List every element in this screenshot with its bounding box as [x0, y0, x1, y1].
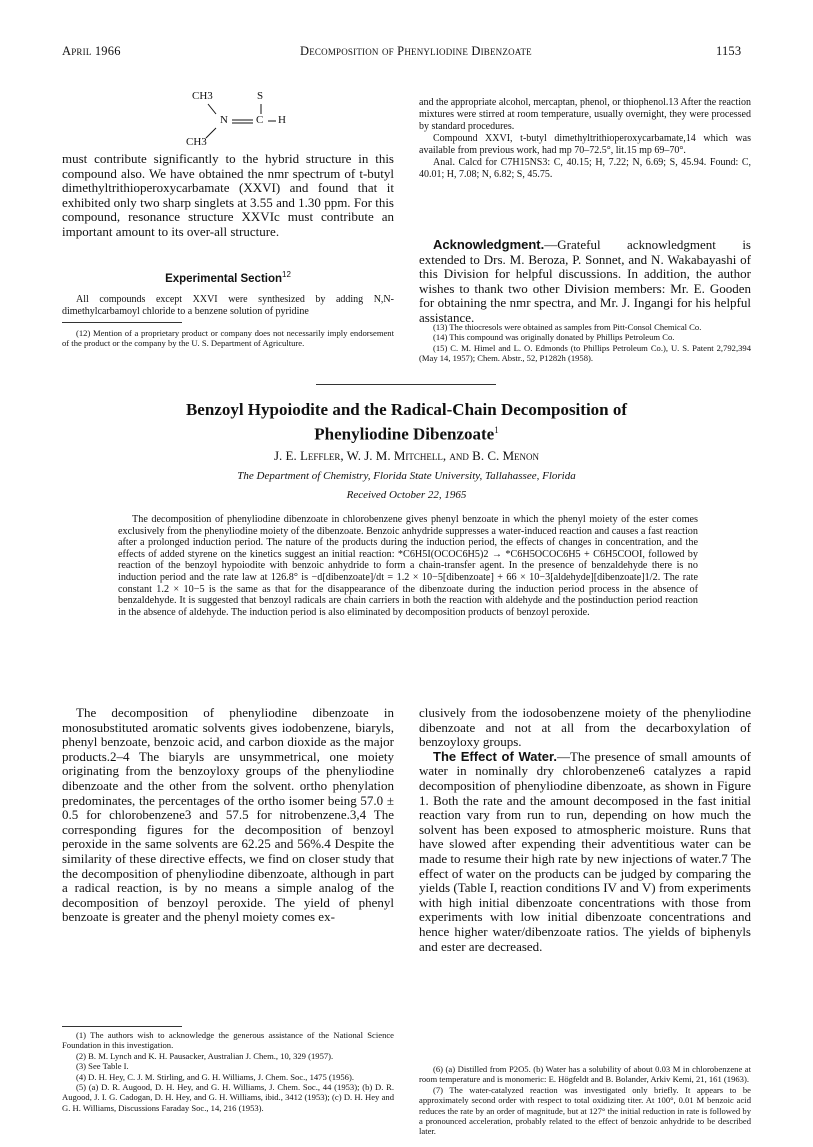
introduction-paragraph: The decomposition of phenyliodine dibenzoate in monosubstituted aromatic solvents gives iodobenzene, biaryls, phenyl benzoate, benzoic acid, and carbon dioxide as the major products.2–4 The biaryls are unsymmetrical, one moiety originating from the benzoyloxy groups of the phenyliodine dibenzoate and the other from the solvent. ortho phenylation predominates, the percentages of the ortho isomer being 57.0 ± 0.5 for chlorobenzene3 and 57.5 for nitrobenzene.3,4 The corresponding figures for the decomposition of benzoyl peroxide in the same solvents are 62.25 and 56%.4 Despite the similarity of these directive effects, we find on closer study that the decomposition of phenyliodine dibenzoate, although in part a radical reaction, is by no means a simple analog of the decomposition of benzoyl peroxide. The yield of phenyl benzoate is greater and the phenyl moiety comes ex- [62, 705, 394, 925]
experimental-heading: Experimental Section [165, 272, 283, 285]
footnote-1: (1) The authors wish to acknowledge the generous assistance of the National Science Foundation in this investigation. [62, 1030, 394, 1051]
structure-bonds [150, 90, 320, 148]
experimental-text: All compounds except XXVI were synthesized by adding N,N-dimethylcarbamoyl chloride to a benzene solution of pyridine [62, 294, 394, 317]
continuation-paragraph: clusively from the iodosobenzene moiety of the phenyliodine dibenzoate and not at all from the decarboxylation of benzoyloxy groups. [419, 705, 751, 750]
structure-n-atom: N [220, 114, 228, 126]
acknowledgment-paragraph [419, 238, 751, 326]
article-authors: J. E. Leffler, W. J. M. Mitchell, and B. C. Menon [273, 448, 540, 463]
left-footnotes-bottom [62, 1030, 394, 1113]
footnote-12: (12) Mention of a proprietary product or company does not necessarily imply endorsement of the product or the company by the U. S. Department of Agriculture. [62, 328, 394, 349]
structure-h-atom: H [278, 114, 286, 126]
water-effect-label: The Effect of Water. [433, 748, 557, 764]
acknowledgment-label: Acknowledgment. [433, 237, 545, 252]
footnote-4: (4) D. H. Hey, C. J. M. Stirling, and G. H. Williams, J. Chem. Soc., 1475 (1956). [76, 1071, 354, 1082]
footnote-5: (5) (a) D. R. Augood, D. H. Hey, and G. H. Williams, J. Chem. Soc., 44 (1953); (b) D. R. Augood, J. I. G. Cadogan, D. H. Hey, and G. H. Williams, ibid., 3412 (1953); (c) D. H. Hey and G. H. Williams, Discussions Faraday Soc., 14, 216 (1953). [62, 1082, 394, 1113]
footnote-divider [62, 322, 182, 323]
article-title [90, 400, 723, 445]
structure-c-atom: C [256, 114, 264, 126]
article-title-line2: Phenyliodine Dibenzoate [314, 424, 495, 444]
structure-ch3-top: CH3 [192, 90, 213, 102]
article-affiliation: The Department of Chemistry, Florida State University, Tallahassee, Florida [237, 470, 576, 482]
footnote-7: (7) The water-catalyzed reaction was investigated only briefly. It appears to be approximately second order with respect to total oxidizing titer. At 100°, 0.01 M benzoic acid reduces the rate by an order of magnitude, but at 127° the initial reduction in rate is followed by a pronounced acceleration, probably related to the effect of benzoic anhydride to be described later. [419, 1084, 751, 1137]
article-received: Received October 22, 1965 [346, 489, 467, 501]
footnote-3: (3) See Table I. [76, 1061, 129, 1072]
hybrid-structure-paragraph: must contribute significantly to the hybrid structure in this compound also. We have obtained the nmr spectrum of t-butyl dimethyltrithioperoxycarbamate (XXVI) and found that it exhibited only two sharp singlets at 3.55 and 1.30 ppm. For this compound, resonance structure XXVIc must contribute an important amount to its over-all structure. [62, 151, 394, 239]
resonance-structure [150, 90, 320, 148]
footnote-divider-bottom [62, 1026, 182, 1027]
article-separator [316, 384, 496, 385]
structure-ch3-bottom: CH3 [186, 136, 207, 148]
footnote-6: (6) (a) Distilled from P2O5. (b) Water has a solubility of about 0.03 M in chlorobenzene at room temperature and is monomeric: E. Högfeldt and B. Bolander, Arkiv Kemi, 21, 161 (1963). [419, 1064, 751, 1085]
right-footnotes-bottom [419, 1064, 751, 1137]
left-column-top [62, 152, 394, 240]
footnote-2: (2) B. M. Lynch and K. H. Pausacker, Australian J. Chem., 10, 329 (1957). [76, 1050, 334, 1061]
procedure-paragraph: and the appropriate alcohol, mercaptan, phenol, or thiophenol.13 After the reaction mixtures were stirred at room temperature, usually overnight, they were processed by standard procedures. [419, 97, 751, 132]
header-date: April 1966 [62, 44, 121, 58]
right-column-bottom [419, 706, 751, 954]
running-title: Decomposition of Phenyliodine Dibenzoate [300, 44, 532, 58]
footnote-13: (13) The thiocresols were obtained as samples from Pitt-Consol Chemical Co. [433, 322, 702, 332]
page-number: 1153 [716, 44, 742, 58]
right-footnotes-top [419, 322, 751, 364]
article-abstract: The decomposition of phenyliodine dibenzoate in chlorobenzene gives phenyl benzoate in which the phenyl moiety of the ester comes exclusively from the phenyliodine moiety of the dibenzoate. Benzoic anhydride suppresses a water-induced reaction and causes a fast reaction after a prolonged induction period. The nature of the products during the induction period, the effects of changes in concentration, and the effects of added styrene on the kinetics suggest an initial reaction: *C6H5I(OCOC6H5)2 → *C6H5OCOC6H5 + C6H5COOI, followed by reaction of the benzoyl hypoiodite with benzoic anhydride to form a chain-transfer agent. In the presence of benzaldehyde there is no induction period and the rate law at 126.8° is −d[dibenzoate]/dt = 1.2 × 10−5[dibenzoate] + 66 × 10−3[aldehyde][dibenzoate]1/2. The rate constant 1.2 × 10−5 is the same as that for the disappearance of the dibenzoate during the induction period process in the absence of benzaldehyde. It is suggested that benzoyl radicals are chain carriers in both the reaction with aldehyde and the postinduction period reaction in the absence of aldehyde. The induction period is also eliminated by decomposition products of benzoyl peroxide. [118, 514, 698, 618]
article-title-sup: 1 [494, 425, 499, 435]
structure-s-atom: S [257, 90, 264, 102]
footnote-14: (14) This compound was originally donated by Phillips Petroleum Co. [433, 332, 675, 343]
footnote-15: (15) C. M. Himel and L. O. Edmonds (to Phillips Petroleum Co.), U. S. Patent 2,792,394 (May 14, 1957); Chem. Abstr., 52, P1282h (1958). [419, 342, 751, 364]
experimental-heading-wrap [62, 270, 394, 285]
acknowledgment-text: —Grateful acknowledgment is extended to Drs. M. Beroza, P. Sonnet, and N. Wakabayashi of this Division for helpful discussions. In addition, the author wishes to thank two other Division members: Mr. E. Gooden for obtaining the nmr spectra, and Mr. J. Ingangi for his helpful assistance. [419, 237, 751, 325]
analysis-paragraph: Anal. Calcd for C7H15NS3: C, 40.15; H, 7.22; N, 6.69; S, 45.94. Found: C, 40.01; H, 7.08; N, 6.82; S, 45.75. [419, 157, 751, 180]
water-effect-text: —The presence of small amounts of water in nominally dry chlorobenzene6 catalyzes a rapid decomposition of phenyliodine dibenzoate, as shown in Figure 1. Both the rate and the amount decomposed in the fast initial reaction vary from run to run, depending on how much the solvent has been exposed to atmospheric moisture. Runs that have slowed after expending their adventitious water can be made to resume their high rate by new injections of water.7 The effect of water on the products can be judged by comparing the yields (Table I, reaction conditions IV and V) from experiments with high initial dibenzoate concentrations with those from experiments with low initial dibenzoate concentrations and hence higher water/dibenzoate ratios. The yields of biphenyls and ester are decreased. [419, 748, 751, 954]
right-column-top [419, 97, 751, 181]
article-title-line1: Benzoyl Hypoiodite and the Radical-Chain Decomposition of [185, 400, 628, 419]
compound-paragraph: Compound XXVI, t-butyl dimethyltrithioperoxycarbamate,14 which was available from previous work, had mp 70–72.5°, lit.15 mp 69–70°. [419, 133, 751, 156]
water-effect-paragraph [419, 750, 751, 954]
experimental-heading-sup: 12 [282, 270, 291, 279]
